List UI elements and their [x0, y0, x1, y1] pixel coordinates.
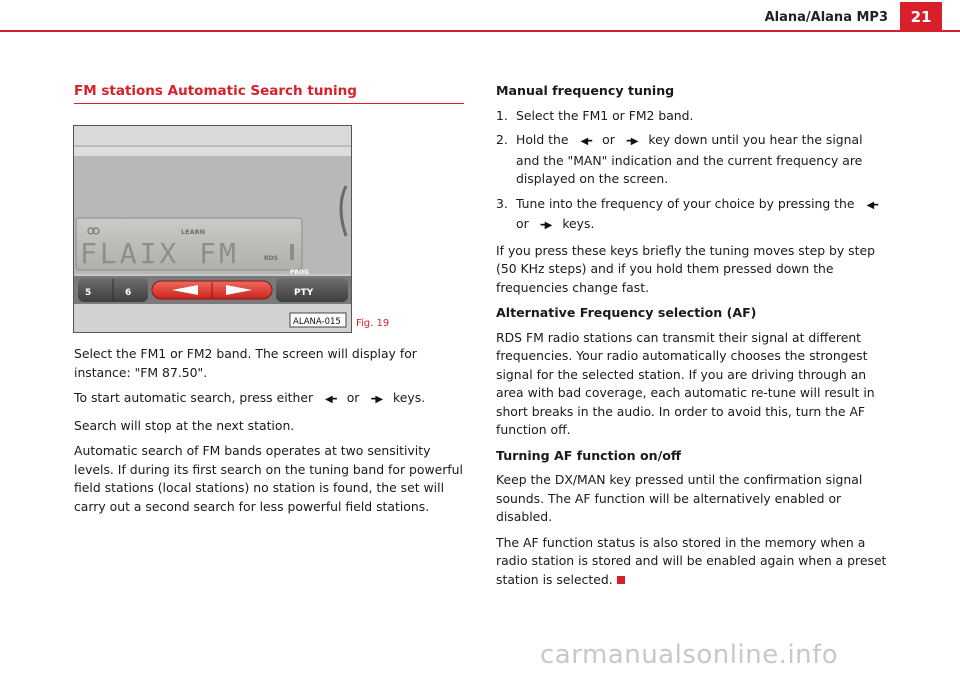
page-number-badge: 21 [900, 2, 942, 32]
header-rule [0, 30, 960, 32]
text-fragment: or [516, 216, 529, 231]
rds-indicator: RDS [264, 255, 278, 262]
auto-search-paragraph [74, 389, 466, 410]
af-paragraph: RDS FM radio stations can transmit their signal at different frequencies. Your radio automatically chooses the strongest signal for the selected station. If you are driving through an area with bad coverage, each automatic re-tune will result in short breaks in the audio. In order to avoid this, turn the AF function off. [496, 329, 875, 437]
section-title: FM stations Automatic Search tuning [74, 83, 464, 104]
af-toggle-heading: Turning AF function on/off [496, 447, 682, 463]
seek-left-icon: ◀━ [866, 199, 877, 211]
search-stop-paragraph: Search will stop at the next station. [74, 417, 295, 433]
left-column [74, 345, 466, 523]
seek-right-icon: ━▶ [540, 220, 551, 231]
learn-indicator: LEARN [181, 228, 206, 236]
text-fragment: or [602, 132, 615, 147]
step-2 [496, 131, 888, 189]
lcd-station-text: FLAIX FM [80, 237, 239, 270]
right-column [496, 82, 888, 596]
af-status-paragraph [496, 534, 888, 590]
figure-caption: Fig. 19 [356, 318, 390, 329]
text-fragment: keys. [562, 216, 595, 231]
preset-5-label: 5 [85, 288, 92, 298]
band-select-paragraph: Select the FM1 or FM2 band. The screen will display for instance: "FM 87.50". [74, 346, 417, 380]
af-heading: Alternative Frequency selection (AF) [496, 305, 757, 320]
step-text: Select the FM1 or FM2 band. [516, 107, 694, 123]
text-fragment: or [346, 390, 360, 405]
step-text [516, 195, 888, 236]
text-fragment: To start automatic search, press either [74, 390, 314, 405]
step-3 [496, 195, 888, 236]
sensitivity-paragraph: Automatic search of FM bands operates at two sensitivity levels. If during its first search on the tuning band for powerful field stations (local stations) no station is found, the set will carry out a second search for less powerful field stations. [74, 443, 463, 514]
pty-label: PTY [294, 288, 314, 298]
seek-right-icon: ━▶ [626, 136, 637, 147]
manual-tuning-heading: Manual frequency tuning [496, 83, 675, 98]
section-end-marker-icon [617, 576, 625, 584]
step-text [516, 131, 888, 189]
step-number: 3. [496, 195, 508, 211]
figure-id-tag: ALANA-015 [293, 317, 341, 327]
text-fragment: The AF function status is also stored in the memory when a radio station is stored and will be enabled again when a preset station is selected. [496, 534, 887, 587]
step-3-note: If you press these keys briefly the tuning moves step by step (50 KHz steps) and if you hold them pressed down the frequencies change fast. [496, 242, 875, 295]
radio-panel-figure [73, 125, 352, 333]
prog-label: PROG [290, 269, 310, 276]
text-fragment: keys. [393, 390, 426, 405]
header-title: Alana/Alana MP3 [764, 10, 888, 25]
step-number: 2. [496, 132, 508, 147]
watermark: carmanualsonline.info [540, 640, 839, 670]
seek-left-icon: ◀━ [580, 136, 591, 147]
af-toggle-paragraph: Keep the DX/MAN key pressed until the confirmation signal sounds. The AF function will be alternatively enabled or disabled. [496, 472, 863, 524]
radio-panel-illustration [74, 126, 351, 332]
step-1 [496, 107, 888, 126]
text-fragment: key down until you hear the signal and the "MAN" indication and the current frequency are displayed on the screen. [516, 132, 863, 186]
step-number: 1. [496, 107, 508, 123]
text-fragment: Hold the [516, 132, 569, 147]
seek-right-icon: ━▶ [371, 394, 382, 405]
seek-left-icon: ◀━ [325, 394, 335, 405]
text-fragment: Tune into the frequency of your choice by pressing the [516, 195, 855, 211]
preset-6-label: 6 [125, 288, 132, 298]
